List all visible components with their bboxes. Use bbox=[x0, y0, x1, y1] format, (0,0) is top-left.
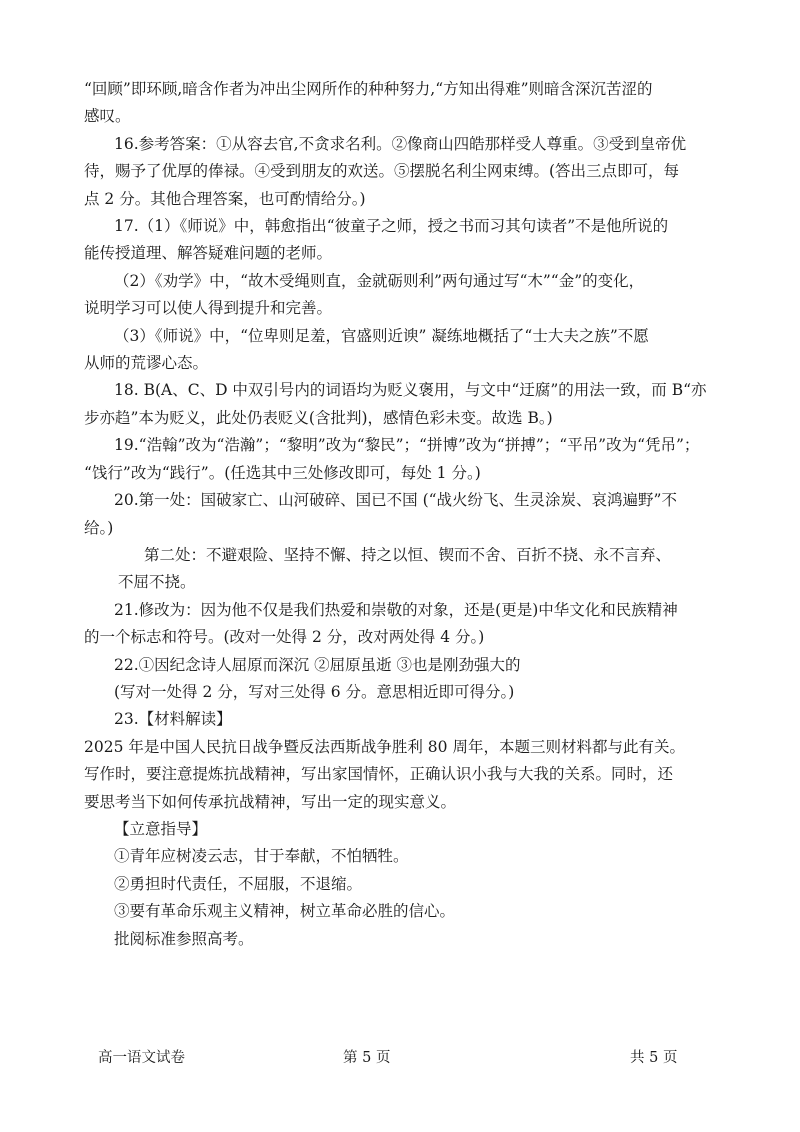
footer-total-pages: 共 5 页 bbox=[630, 1050, 678, 1066]
text-line: 2025 年是中国人民抗日战争暨反法西斯战争胜利 80 周年，本题三则材料都与此有关。 bbox=[84, 737, 685, 756]
text-line: 21.修改为：因为他不仅是我们热爱和崇敬的对象，还是(更是)中华文化和民族精神 bbox=[114, 600, 678, 619]
text-line: 写作时，要注意提炼抗战精神，写出家国情怀，正确认识小我与大我的关系。同时，还 bbox=[84, 765, 674, 784]
text-line: 【立意指导】 bbox=[114, 819, 208, 838]
text-line: 20.第一处：国破家亡、山河破碎、国已不国 (“战火纷飞、生灵涂炭、哀鸿遍野”不 bbox=[114, 491, 677, 510]
text-line: 23.【材料解读】 bbox=[114, 710, 232, 729]
text-line: 19.“浩翰”改为“浩瀚”；“黎明”改为“黎民”；“拼博”改为“拼搏”；“平吊”改为“凭吊”； bbox=[114, 436, 700, 455]
text-line: 16.参考答案：①从容去官,不贪求名利。②像商山四皓那样受人尊重。③受到皇帝优 bbox=[114, 134, 687, 153]
text-line: 不屈不挠。 bbox=[118, 573, 196, 592]
text-line: （3）《师说》中，“位卑则足羞，官盛则近谀” 凝练地概括了“士大夫之族”不愿 bbox=[114, 326, 649, 345]
text-line: “回顾”即环顾,暗含作者为冲出尘网所作的种种努力,“方知出得难”则暗含深沉苦涩的 bbox=[84, 80, 653, 98]
text-line: 22.①因纪念诗人屈原而深沉 ②屈原虽逝 ③也是刚劲强大的 bbox=[114, 655, 521, 674]
text-line: ③要有革命乐观主义精神，树立革命必胜的信心。 bbox=[114, 902, 456, 921]
text-line: 的一个标志和符号。(改对一处得 2 分，改对两处得 4 分。) bbox=[84, 628, 485, 647]
text-line: （2）《劝学》中，“故木受绳则直，金就砺则利”两句通过写“木”“金”的变化， bbox=[114, 271, 645, 290]
text-line: 批阅标准参照高考。 bbox=[114, 929, 254, 948]
text-line: 步亦趋”本为贬义，此处仍表贬义(含批判)，感情色彩未变。故选 B。) bbox=[84, 408, 553, 427]
text-line: 说明学习可以使人得到提升和完善。 bbox=[84, 299, 333, 318]
text-line: 第二处：不避艰险、坚持不懈、持之以恒、锲而不舍、百折不挠、永不言弃、 bbox=[144, 545, 672, 564]
footer-page-number: 第 5 页 bbox=[343, 1050, 391, 1066]
text-line: 从师的荒谬心态。 bbox=[84, 354, 209, 373]
text-line: 给。) bbox=[84, 518, 114, 537]
text-line: 能传授道理、解答疑难问题的老师。 bbox=[84, 244, 333, 263]
text-line: 待，赐予了优厚的俸禄。④受到朋友的欢送。⑤摆脱名利尘网束缚。(答出三点即可，每 bbox=[84, 162, 680, 181]
page-footer bbox=[0, 1046, 800, 1068]
text-line: 18. B(A、C、D 中双引号内的词语均为贬义褒用，与文中“迂腐”的用法一致，而 B“亦 bbox=[114, 381, 707, 400]
text-line: ②勇担时代责任，不屈服，不退缩。 bbox=[114, 874, 363, 893]
footer-exam-name: 高一语文试卷 bbox=[98, 1050, 185, 1066]
answer-key-body bbox=[84, 76, 734, 953]
text-line: ①青年应树凌云志，甘于奉献，不怕牺牲。 bbox=[114, 847, 409, 866]
text-line: 要思考当下如何传承抗战精神，写出一定的现实意义。 bbox=[84, 792, 457, 811]
text-line: 点 2 分。其他合理答案，也可酌情给分。) bbox=[84, 189, 366, 208]
text-line: “饯行”改为“践行”。(任选其中三处修改即可，每处 1 分。) bbox=[84, 463, 481, 482]
text-line: 感叹。 bbox=[84, 107, 131, 126]
text-line: (写对一处得 2 分，写对三处得 6 分。意思相近即可得分。) bbox=[114, 682, 515, 701]
text-line: 17.（1）《师说》中，韩愈指出“彼童子之师，授之书而习其句读者”不是他所说的 bbox=[114, 217, 669, 236]
